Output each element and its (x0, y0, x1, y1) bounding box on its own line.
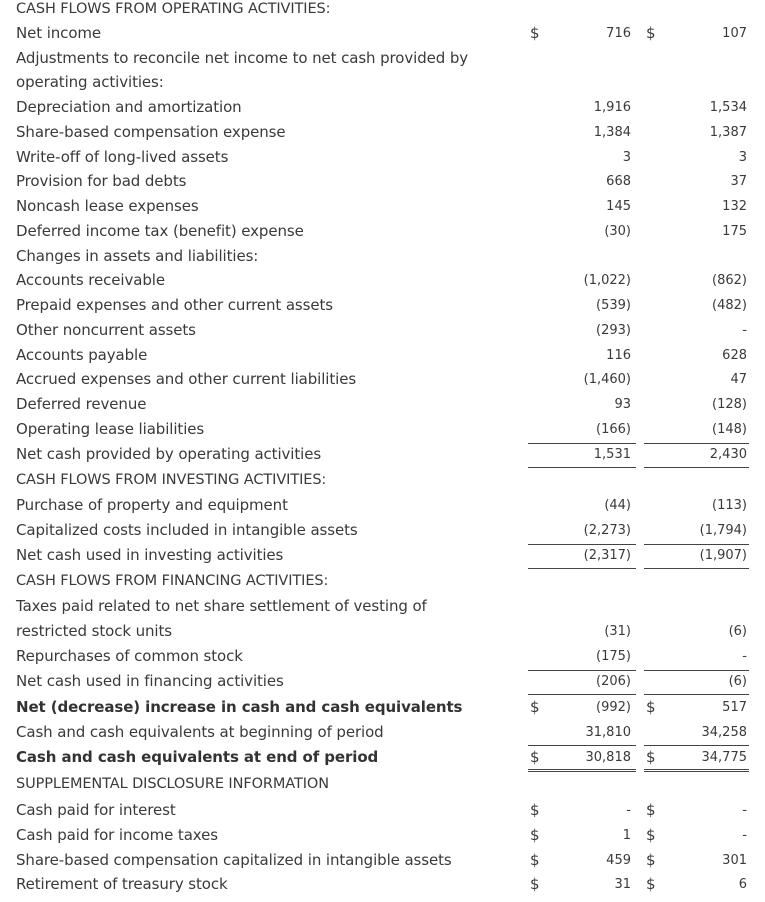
row-label: Write-off of long-lived assets (16, 148, 229, 166)
value-current: 145 (606, 199, 631, 214)
value-current: 1,531 (593, 447, 631, 462)
table-row (0, 493, 765, 518)
table-row (0, 798, 765, 823)
value-prior: 517 (722, 700, 747, 715)
currency-symbol: $ (530, 801, 540, 819)
row-label: Accrued expenses and other current liabilities (16, 370, 357, 388)
currency-symbol: $ (530, 875, 540, 893)
value-prior: 37 (730, 174, 747, 189)
row-label: Share-based compensation expense (16, 123, 286, 141)
value-prior: (6) (728, 674, 747, 689)
row-label: Retirement of treasury stock (16, 875, 228, 893)
currency-symbol: $ (646, 24, 656, 42)
value-prior: (482) (712, 298, 747, 313)
row-label: Accounts receivable (16, 271, 165, 289)
table-row-net-income (0, 21, 765, 46)
table-row-total (0, 543, 765, 568)
row-label: restricted stock units (16, 622, 172, 640)
row-label: Prepaid expenses and other current assets (16, 296, 333, 314)
value-prior: (1,794) (699, 523, 747, 538)
value-prior: 3 (738, 150, 747, 165)
currency-symbol: $ (530, 748, 540, 766)
value-current: (31) (604, 624, 631, 639)
row-label: Changes in assets and liabilities: (16, 247, 259, 265)
value-current: (539) (596, 298, 631, 313)
value-current: (2,317) (583, 548, 631, 563)
currency-symbol: $ (530, 826, 540, 844)
double-total-rule (528, 769, 636, 770)
value-prior: (128) (712, 397, 747, 412)
row-label: Noncash lease expenses (16, 197, 199, 215)
value-current: (166) (596, 422, 631, 437)
value-current: 31 (614, 877, 631, 892)
value-current: 93 (614, 397, 631, 412)
table-row (0, 848, 765, 873)
row-label: Accounts payable (16, 346, 148, 364)
row-label: Net income (16, 24, 102, 42)
value-current: 30,818 (585, 750, 631, 765)
value-current: 31,810 (585, 725, 631, 740)
row-label: Other noncurrent assets (16, 321, 196, 339)
value-prior: 628 (722, 348, 747, 363)
value-current: (293) (596, 323, 631, 338)
row-label: Deferred income tax (benefit) expense (16, 222, 304, 240)
table-row (0, 95, 765, 120)
table-row (0, 145, 765, 170)
value-prior: (113) (712, 498, 747, 513)
currency-symbol: $ (530, 698, 540, 716)
table-row (0, 293, 765, 318)
row-label: Cash paid for income taxes (16, 826, 218, 844)
value-current: (992) (596, 700, 631, 715)
currency-symbol: $ (530, 24, 540, 42)
row-label: Cash and cash equivalents at beginning of period (16, 723, 384, 741)
currency-symbol: $ (646, 851, 656, 869)
value-current: (1,460) (583, 372, 631, 387)
value-current: 668 (606, 174, 631, 189)
value-prior: - (742, 828, 747, 843)
row-label: CASH FLOWS FROM OPERATING ACTIVITIES: (16, 1, 331, 17)
value-prior: 47 (730, 372, 747, 387)
table-row (0, 644, 765, 669)
value-current: 1,916 (593, 100, 631, 115)
row-label: Net cash provided by operating activities (16, 445, 322, 463)
table-row-net-change (0, 695, 765, 720)
table-row (0, 268, 765, 293)
value-prior: 175 (722, 224, 747, 239)
row-label: Deferred revenue (16, 395, 147, 413)
section-heading-operating (0, 0, 765, 22)
value-current: (44) (604, 498, 631, 513)
table-row (0, 619, 765, 644)
table-row (0, 720, 765, 745)
value-current: 3 (622, 150, 631, 165)
value-prior: 107 (722, 26, 747, 41)
row-label: Net cash used in financing activities (16, 672, 284, 690)
table-row (0, 343, 765, 368)
value-prior: - (742, 803, 747, 818)
value-current: (175) (596, 649, 631, 664)
table-row (0, 244, 765, 269)
value-current: (30) (604, 224, 631, 239)
row-label: Net (decrease) increase in cash and cash equivalents (16, 698, 463, 716)
section-heading-supplemental (0, 772, 765, 797)
value-prior: 1,387 (709, 125, 747, 140)
row-label: Net cash used in investing activities (16, 546, 284, 564)
value-current: (206) (596, 674, 631, 689)
double-total-rule (644, 769, 749, 770)
table-row (0, 872, 765, 897)
value-prior: 132 (722, 199, 747, 214)
table-row-ending-cash (0, 745, 765, 770)
value-prior: 2,430 (709, 447, 747, 462)
table-row (0, 392, 765, 417)
section-heading-investing (0, 468, 765, 493)
table-row (0, 417, 765, 442)
currency-symbol: $ (646, 875, 656, 893)
value-prior: 34,258 (701, 725, 747, 740)
currency-symbol: $ (646, 826, 656, 844)
row-label: Repurchases of common stock (16, 647, 243, 665)
row-label: SUPPLEMENTAL DISCLOSURE INFORMATION (16, 776, 329, 792)
value-current: 116 (606, 348, 631, 363)
value-current: 716 (606, 26, 631, 41)
row-label: Taxes paid related to net share settlement of vesting of (16, 597, 427, 615)
value-current: - (626, 803, 631, 818)
row-label: operating activities: (16, 73, 164, 91)
value-prior: (148) (712, 422, 747, 437)
row-label: Share-based compensation capitalized in intangible assets (16, 851, 452, 869)
value-prior: 34,775 (701, 750, 747, 765)
value-prior: (1,907) (699, 548, 747, 563)
row-label: Cash and cash equivalents at end of period (16, 748, 379, 766)
value-prior: 1,534 (709, 100, 747, 115)
value-prior: 6 (738, 877, 747, 892)
value-prior: - (742, 323, 747, 338)
value-current: 1 (622, 828, 631, 843)
value-current: 459 (606, 853, 631, 868)
row-label: Cash paid for interest (16, 801, 176, 819)
table-row (0, 70, 765, 95)
table-row (0, 594, 765, 619)
table-row-total (0, 442, 765, 467)
value-prior: (862) (712, 273, 747, 288)
row-label: Operating lease liabilities (16, 420, 205, 438)
table-row (0, 194, 765, 219)
currency-symbol: $ (646, 748, 656, 766)
value-current: 1,384 (593, 125, 631, 140)
row-label: Capitalized costs included in intangible assets (16, 521, 358, 539)
value-current: (1,022) (583, 273, 631, 288)
table-row (0, 318, 765, 343)
value-current: (2,273) (583, 523, 631, 538)
value-prior: (6) (728, 624, 747, 639)
value-prior: 301 (722, 853, 747, 868)
table-row (0, 169, 765, 194)
section-heading-financing (0, 569, 765, 594)
row-label: Provision for bad debts (16, 172, 187, 190)
row-label: CASH FLOWS FROM INVESTING ACTIVITIES: (16, 472, 327, 488)
table-row (0, 367, 765, 392)
row-label: Depreciation and amortization (16, 98, 242, 116)
table-row-total (0, 669, 765, 694)
row-label: CASH FLOWS FROM FINANCING ACTIVITIES: (16, 573, 329, 589)
row-label: Adjustments to reconcile net income to net cash provided by (16, 49, 469, 67)
value-prior: - (742, 649, 747, 664)
table-row (0, 823, 765, 848)
table-row (0, 46, 765, 71)
currency-symbol: $ (530, 851, 540, 869)
currency-symbol: $ (646, 801, 656, 819)
currency-symbol: $ (646, 698, 656, 716)
row-label: Purchase of property and equipment (16, 496, 288, 514)
table-row (0, 219, 765, 244)
table-row (0, 518, 765, 543)
table-row (0, 120, 765, 145)
